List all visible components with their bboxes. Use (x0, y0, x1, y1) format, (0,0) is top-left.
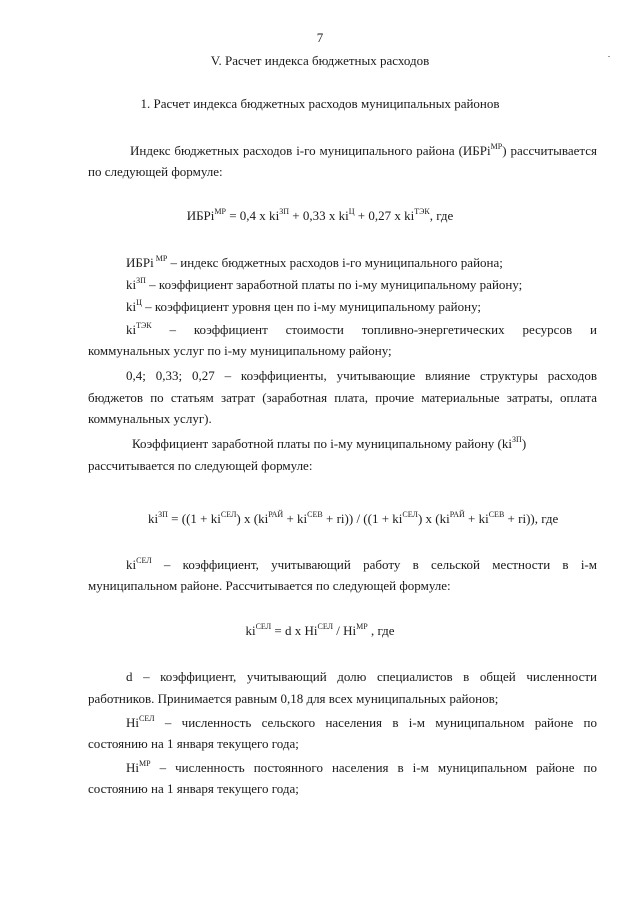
def-d-line-2: работников. Принимается равным 0,18 для всех муниципальных районов; (88, 691, 499, 706)
formula-ksel: $ki^{СЕЛ} = d$ х $Hi^{СЕЛ} / Hi^{МР}$ , где (245, 622, 395, 638)
def-ksel-line-2: муниципальном районе. Рассчитывается по следующей формуле: (88, 578, 451, 593)
section-title: V. Расчет индекса бюджетных расходов (210, 53, 430, 68)
def-ibr: ИБРi $^{МР}$ – индекс бюджетных расходов i-го муниципального района; (126, 254, 503, 270)
def-ksel-line-1: $ki^{СЕЛ}$ – коэффициент, учитывающий работу в сельской местности в i-м (126, 556, 597, 572)
def-ktek-line-2: коммунальных услуг по i-му муниципальному району; (88, 343, 392, 358)
page-number: 7 (316, 30, 324, 45)
def-coef-line-3: коммунальных услуг). (88, 411, 212, 426)
kzp-intro-line-2: рассчитывается по следующей формуле: (88, 458, 313, 473)
kzp-intro-line-1: Коэффициент заработной платы по i-му муниципальному району $(ki^{ЗП})$ (132, 435, 527, 451)
def-coef-line-2: бюджетов по статьям затрат (заработная плата, прочие материальные затраты, оплата (88, 390, 597, 405)
intro-line-2: по следующей формуле: (88, 164, 223, 179)
def-coef-line-1: 0,4; 0,33; 0,27 – коэффициенты, учитывающие влияние структуры расходов (126, 368, 597, 383)
def-kzp: $ki^{ЗП}$ – коэффициент заработной платы по i-му муниципальному району; (126, 276, 523, 292)
scan-speck (608, 56, 610, 57)
def-d-line-1: d – коэффициент, учитывающий долю специалистов в общей численности (126, 669, 597, 684)
def-hmr-line-2: состоянию на 1 января текущего года; (88, 781, 299, 796)
subsection-title: 1. Расчет индекса бюджетных расходов муниципальных районов (140, 96, 500, 111)
intro-line-1: Индекс бюджетных расходов i-го муниципального района (ИБРi$^{МР}$) рассчитывается (130, 142, 597, 158)
formula-kzp: $ki^{ЗП} = ((1 + ki^{СЕЛ})$ х $(ki^{РАЙ} + ki^{СЕВ} + ri)) / ((1 + ki^{СЕЛ})$ х $(ki^{РАЙ} + ki^{СЕВ} + ri)$), где (148, 510, 559, 526)
def-hsel-line-2: состоянию на 1 января текущего года; (88, 736, 299, 751)
def-kc: $ki^Ц$ – коэффициент уровня цен по i-му муниципальному району; (126, 298, 482, 314)
def-ktek-line-1: $ki^{ТЭК}$ – коэффициент стоимости топливно-энергетических ресурсов и (126, 321, 597, 337)
formula-ibr: ИБРi$^{МР}$ = 0,4 х $ki^{ЗП} + 0,33$ х $ki^Ц + 0,27$ х $ki^{ТЭК}$, где (186, 207, 454, 223)
def-hsel-line-1: $Hi^{СЕЛ}$ – численность сельского населения в i-м муниципальном районе по (126, 714, 597, 730)
def-hmr-line-1: $Hi^{МР}$ – численность постоянного населения в i-м муниципальном районе по (126, 759, 597, 775)
